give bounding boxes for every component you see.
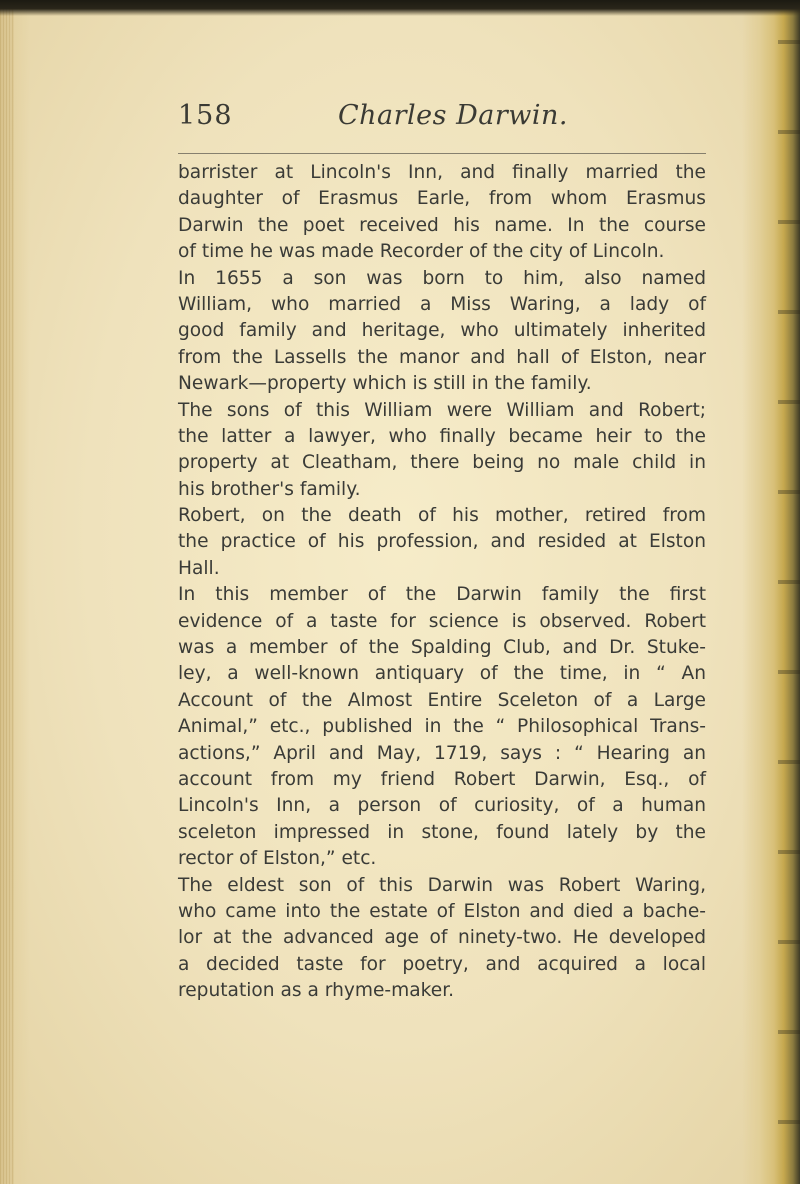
page-top-edge [0,0,800,16]
header-rule [178,153,706,154]
text-line: In 1655 a son was born to him, also named [178,267,706,289]
text-line: who came into the estate of Elston and died a bache- [178,900,706,922]
text-line: good family and heritage, who ultimately inherited [178,320,706,342]
text-line: daughter of Erasmus Earle, from whom Erasmus [178,188,706,210]
text-line: property at Cleatham, there being no male child in [178,452,706,474]
text-line: reputation as a rhyme-maker. [178,980,455,1002]
text-line: the latter a lawyer, who finally became heir to the [178,425,706,447]
paragraph [178,266,706,398]
text-line: William, who married a Miss Waring, a lady of [178,293,706,315]
body-text [178,160,706,1005]
text-line: was a member of the Spalding Club, and Dr. Stuke- [178,637,706,659]
text-line: Animal,” etc., published in the “ Philosophical Trans- [178,716,706,738]
text-line: sceleton impressed in stone, found lately by the [178,821,706,843]
text-line: his brother's family. [178,478,361,500]
text-line: Darwin the poet received his name. In the course [178,214,706,236]
paragraph [178,582,706,872]
text-line: The eldest son of this Darwin was Robert Waring, [178,874,706,896]
running-header [178,100,708,144]
text-line: lor at the advanced age of ninety-two. He developed [178,927,706,949]
text-line: Lincoln's Inn, a person of curiosity, of a human [178,795,706,817]
text-line: rector of Elston,” etc. [178,848,377,870]
paragraph [178,873,706,1005]
running-title: Charles Darwin. [338,100,568,131]
text-line: ley, a well-known antiquary of the time, in “ An [178,663,706,685]
paragraph [178,160,706,266]
text-line: from the Lassells the manor and hall of Elston, near [178,346,706,368]
paragraph [178,503,706,582]
text-line: In this member of the Darwin family the first [178,584,706,606]
text-line: actions,” April and May, 1719, says : “ Hearing an [178,742,706,764]
text-line: account from my friend Robert Darwin, Esq., of [178,768,706,790]
paragraph [178,398,706,504]
page-number: 158 [178,100,233,131]
text-line: The sons of this William were William and Robert; [178,399,706,421]
text-line: the practice of his profession, and resided at Elston [178,531,706,553]
text-line: Hall. [178,557,220,579]
text-line: a decided taste for poetry, and acquired a local [178,953,706,975]
page-right-edge-marks [778,0,800,1184]
text-line: Robert, on the death of his mother, retired from [178,505,706,527]
text-line: of time he was made Recorder of the city of Lincoln. [178,241,665,263]
text-line: barrister at Lincoln's Inn, and finally married the [178,162,706,183]
text-line: evidence of a taste for science is observed. Robert [178,610,706,632]
text-line: Account of the Almost Entire Sceleton of a Large [178,689,706,711]
page-edge-stack [0,0,14,1184]
text-line: Newark—property which is still in the family. [178,373,592,395]
